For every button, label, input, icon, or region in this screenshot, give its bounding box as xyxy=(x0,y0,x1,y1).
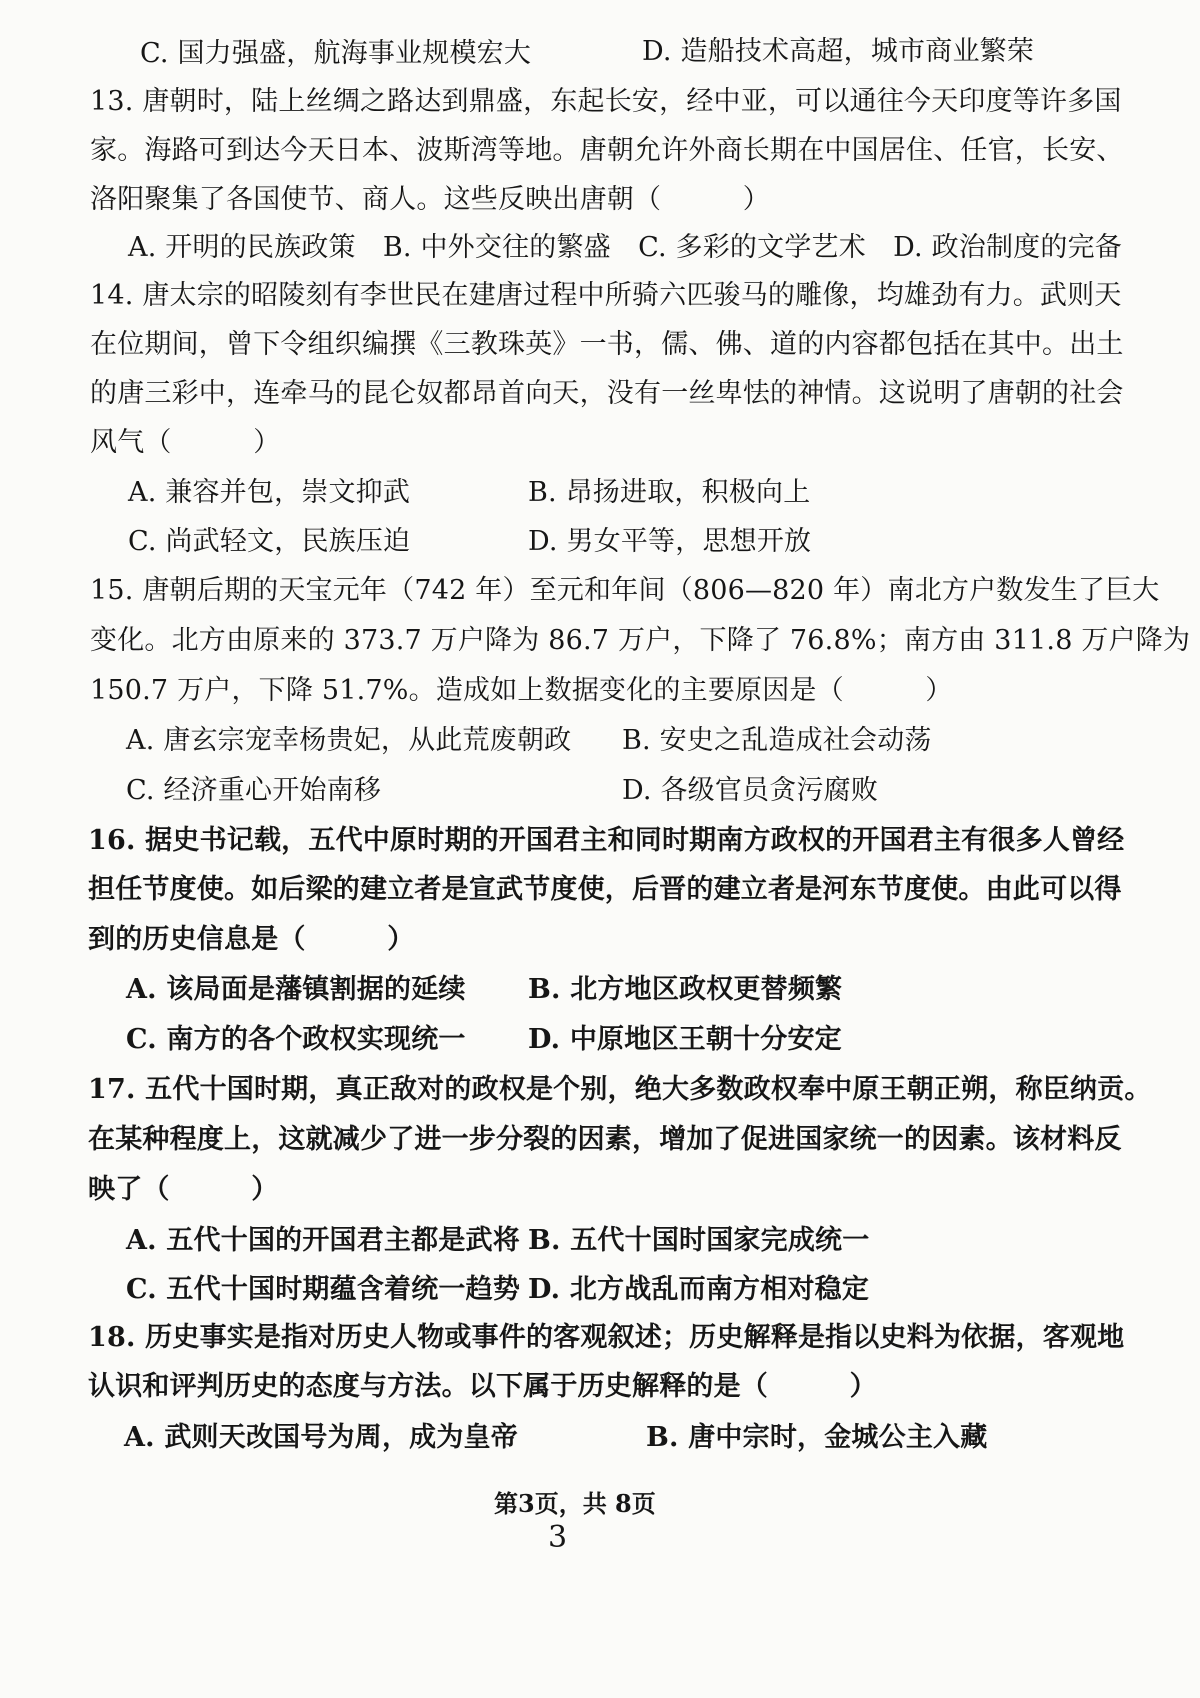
q15-option-b: B. 安史之乱造成社会动荡 xyxy=(622,725,932,756)
q17-option-b: B. 五代十国时国家完成统一 xyxy=(528,1225,870,1256)
q17-stem-line-2: 在某种程度上，这就减少了进一步分裂的因素，增加了促进国家统一的因素。该材料反 xyxy=(88,1124,1122,1155)
page-number: 3 xyxy=(548,1520,568,1555)
q14-stem-line-1: 14. 唐太宗的昭陵刻有李世民在建唐过程中所骑六匹骏马的雕像，均雄劲有力。武则天 xyxy=(90,280,1122,311)
q18-stem-line-1: 18. 历史事实是指对历史人物或事件的客观叙述；历史解释是指以史料为依据，客观地 xyxy=(88,1322,1125,1353)
q12-option-c: C. 国力强盛，航海事业规模宏大 xyxy=(140,38,532,69)
q16-stem-line-1: 16. 据史书记载，五代中原时期的开国君主和同时期南方政权的开国君主有很多人曾经 xyxy=(88,825,1125,856)
q14-option-c: C. 尚武轻文，民族压迫 xyxy=(128,526,411,557)
q17-option-d: D. 北方战乱而南方相对稳定 xyxy=(528,1274,870,1305)
q14-stem-line-2: 在位期间，曾下令组织编撰《三教珠英》一书，儒、佛、道的内容都包括在其中。出土 xyxy=(90,329,1124,360)
q14-option-a: A. 兼容并包，崇文抑武 xyxy=(128,477,411,508)
q14-option-d: D. 男女平等，思想开放 xyxy=(528,526,812,557)
q18-option-b: B. 唐中宗时，金城公主入藏 xyxy=(646,1422,988,1453)
q16-stem-line-2: 担任节度使。如后梁的建立者是宣武节度使，后晋的建立者是河东节度使。由此可以得 xyxy=(88,874,1122,905)
q13-stem-line-2: 家。海路可到达今天日本、波斯湾等地。唐朝允许外商长期在中国居住、任官，长安、 xyxy=(90,135,1124,166)
q17-option-c: C. 五代十国时期蕴含着统一趋势 xyxy=(126,1274,521,1305)
q13-stem-line-1: 13. 唐朝时，陆上丝绸之路达到鼎盛，东起长安，经中亚，可以通往今天印度等许多国 xyxy=(90,86,1122,117)
q17-option-a: A. 五代十国的开国君主都是武将 xyxy=(126,1225,520,1256)
q18-option-a: A. 武则天改国号为周，成为皇帝 xyxy=(124,1422,518,1453)
q16-option-b: B. 北方地区政权更替频繁 xyxy=(528,974,843,1005)
q12-option-d: D. 造船技术高超，城市商业繁荣 xyxy=(642,36,1035,67)
q15-stem-line-1: 15. 唐朝后期的天宝元年（742 年）至元和年间（806—820 年）南北方户数发生了巨大 xyxy=(90,575,1160,606)
q13-stem-line-3: 洛阳聚集了各国使节、商人。这些反映出唐朝（ ） xyxy=(90,184,770,215)
q15-option-d: D. 各级官员贪污腐败 xyxy=(622,775,879,806)
q15-stem-line-2: 变化。北方由原来的 373.7 万户降为 86.7 万户，下降了 76.8%；南方由 311.8 万户降为 xyxy=(90,625,1191,656)
q18-stem-line-2: 认识和评判历史的态度与方法。以下属于历史解释的是（ ） xyxy=(88,1371,877,1402)
q14-option-b: B. 昂扬进取，积极向上 xyxy=(528,477,811,508)
q15-option-a: A. 唐玄宗宠幸杨贵妃，从此荒废朝政 xyxy=(126,725,572,756)
page-label: 第3页，共 8页 xyxy=(494,1489,656,1518)
q17-stem-line-1: 17. 五代十国时期，真正敌对的政权是个别，绝大多数政权奉中原王朝正朔，称臣纳贡。 xyxy=(88,1074,1152,1105)
q16-option-d: D. 中原地区王朝十分安定 xyxy=(528,1024,842,1055)
q14-stem-line-3: 的唐三彩中，连牵马的昆仑奴都昂首向天，没有一丝卑怯的神情。这说明了唐朝的社会 xyxy=(90,378,1124,409)
q14-stem-line-4: 风气（ ） xyxy=(90,427,281,458)
q13-options: A. 开明的民族政策 B. 中外交往的繁盛 C. 多彩的文学艺术 D. 政治制度的完备 xyxy=(128,232,1122,263)
q17-stem-line-3: 映了（ ） xyxy=(88,1174,279,1205)
q16-option-a: A. 该局面是藩镇割据的延续 xyxy=(126,974,466,1005)
q15-option-c: C. 经济重心开始南移 xyxy=(126,775,382,806)
q16-stem-line-3: 到的历史信息是（ ） xyxy=(88,924,415,955)
q15-stem-line-3: 150.7 万户，下降 51.7%。造成如上数据变化的主要原因是（ ） xyxy=(90,675,953,706)
q16-option-c: C. 南方的各个政权实现统一 xyxy=(126,1024,466,1055)
